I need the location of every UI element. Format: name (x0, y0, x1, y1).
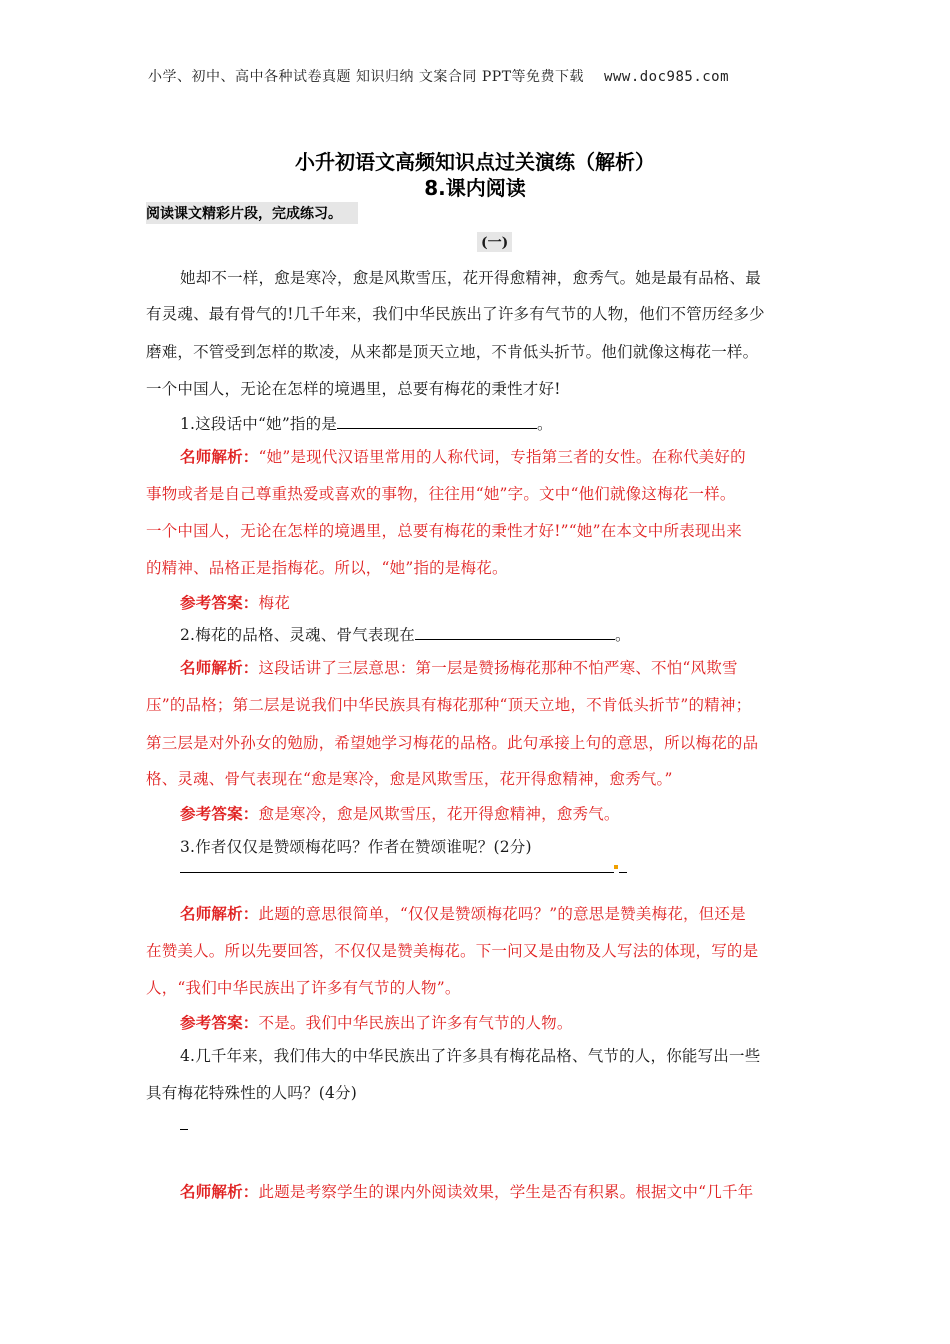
answer-blank[interactable] (415, 625, 615, 640)
analysis-text: 这段话讲了三层意思：第一层是赞扬梅花那种不怕严寒、不怕“风欺雪 (258, 659, 738, 677)
question-3: 3.作者仅仅是赞颂梅花吗？作者在赞颂谁呢？(2分) (180, 838, 532, 856)
analysis-text: “她”是现代汉语里常用的人称代词，专指第三者的女性。在称代美好的 (258, 448, 746, 466)
page-header (148, 66, 808, 86)
answer-label: 参考答案： (180, 1014, 259, 1032)
answer-text: 梅花 (258, 594, 290, 612)
analysis-1-line: 一个中国人，无论在怎样的境遇里，总要有梅花的秉性才好!”“她”在本文中所表现出来 (146, 522, 743, 540)
analysis-1-line: 的精神、品格正是指梅花。所以，“她”指的是梅花。 (146, 559, 508, 577)
section-number: (一) (477, 232, 512, 252)
answer-dash (619, 862, 627, 873)
analysis-4-line (180, 1180, 753, 1202)
answer-label: 参考答案： (180, 805, 259, 823)
question-1 (180, 412, 553, 434)
passage-line: 一个中国人，无论在怎样的境遇里，总要有梅花的秉性才好! (146, 380, 561, 398)
answer-1 (180, 591, 290, 613)
cursor-mark (614, 865, 618, 869)
question-2 (180, 623, 631, 645)
analysis-2-line: 压”的品格；第二层是说我们中华民族具有梅花那种“顶天立地，不肯低头折节”的精神； (146, 696, 752, 714)
passage-line: 磨难，不管受到怎样的欺凌，从来都是顶天立地，不肯低头折节。他们就像这梅花一样。 (146, 343, 759, 361)
analysis-3-line (180, 902, 746, 924)
header-site: www.doc985.com (604, 69, 730, 85)
analysis-2-line: 格、灵魂、骨气表现在“愈是寒冷，愈是风欺雪压，花开得愈精神，愈秀气。” (146, 770, 673, 788)
passage-line: 她却不一样，愈是寒冷，愈是风欺雪压，花开得愈精神，愈秀气。她是最有品格、最 (180, 269, 761, 287)
analysis-label: 名师解析： (180, 905, 259, 923)
answer-text: 愈是寒冷，愈是风欺雪压，花开得愈精神，愈秀气。 (258, 805, 620, 823)
analysis-3-line: 人，“我们中华民族出了许多有气节的人物”。 (146, 979, 461, 997)
analysis-text: 此题的意思很简单，“仅仅是赞颂梅花吗？”的意思是赞美梅花，但还是 (258, 905, 746, 923)
question-1-text: 1.这段话中“她”指的是 (180, 415, 338, 433)
analysis-1-line: 事物或者是自己尊重热爱或喜欢的事物，往往用“她”字。文中“他们就像这梅花一样。 (146, 485, 736, 503)
answer-blank[interactable] (337, 414, 537, 429)
analysis-2-line: 第三层是对外孙女的勉励，希望她学习梅花的品格。此句承接上句的意思，所以梅花的品 (146, 734, 759, 752)
answer-3 (180, 1011, 573, 1033)
analysis-2-line (180, 656, 738, 678)
header-text: 小学、初中、高中各种试卷真题 知识归纳 文案合同 PPT等免费下载 (148, 69, 585, 85)
question-2-text: 2.梅花的品格、灵魂、骨气表现在 (180, 626, 415, 644)
answer-line[interactable] (180, 872, 614, 873)
analysis-label: 名师解析： (180, 448, 259, 466)
answer-2 (180, 802, 620, 824)
analysis-label: 名师解析： (180, 659, 259, 677)
analysis-text: 此题是考察学生的课内外阅读效果，学生是否有积累。根据文中“几千年 (258, 1183, 754, 1201)
analysis-1-line (180, 445, 746, 467)
analysis-3-line: 在赞美人。所以先要回答，不仅仅是赞美梅花。下一问又是由物及人写法的体现，写的是 (146, 942, 759, 960)
answer-label: 参考答案： (180, 594, 259, 612)
document-title: 小升初语文高频知识点过关演练（解析） (295, 150, 655, 174)
question-2-end: 。 (615, 626, 631, 644)
analysis-label: 名师解析： (180, 1183, 259, 1201)
question-4: 具有梅花特殊性的人吗？(4分) (146, 1084, 357, 1102)
question-1-end: 。 (537, 415, 553, 433)
instruction: 阅读课文精彩片段，完成练习。 (146, 202, 358, 224)
passage-line: 有灵魂、最有骨气的!几千年来，我们中华民族出了许多有气节的人物，他们不管历经多少 (146, 305, 765, 323)
question-4: 4.几千年来，我们伟大的中华民族出了许多具有梅花品格、气节的人，你能写出一些 (180, 1047, 761, 1065)
document-subtitle: 8.课内阅读 (424, 176, 526, 200)
answer-dash[interactable] (180, 1119, 188, 1130)
answer-text: 不是。我们中华民族出了许多有气节的人物。 (258, 1014, 573, 1032)
